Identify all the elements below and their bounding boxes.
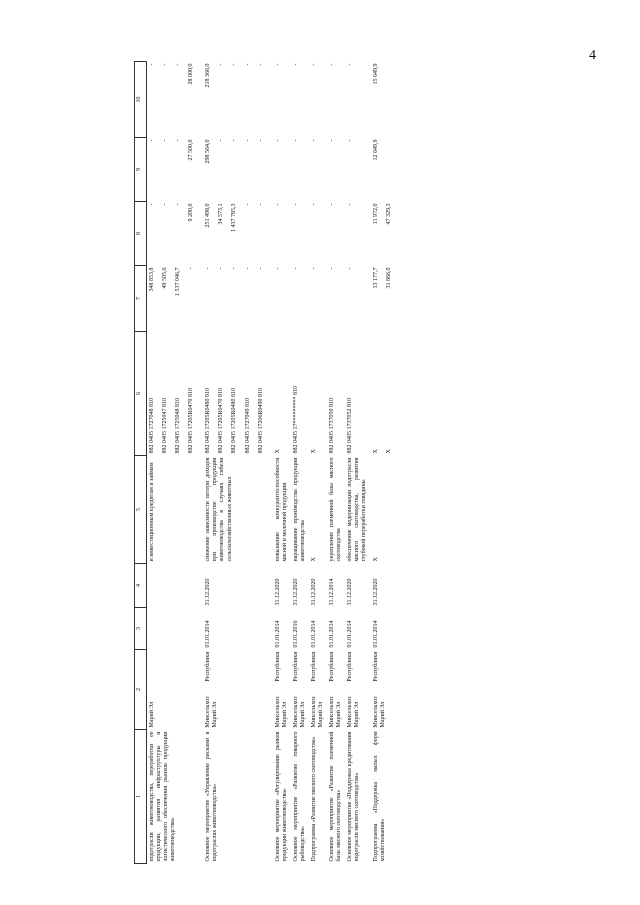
program-table (134, 61, 401, 864)
cell-line: - (175, 63, 182, 66)
cell-line: 13 177,7 (372, 267, 379, 289)
header-cell: 5 (135, 456, 147, 564)
cell-c6 (291, 332, 309, 456)
cell-c7 (309, 266, 327, 332)
cell-c1: Основное мероприятие «Поддержка кредитования подотрасли мясного скотоводства» (347, 731, 361, 862)
cell-line: - (311, 139, 318, 142)
cell-c3: 01.01.2014 (205, 620, 212, 648)
cell-c3 (147, 608, 204, 650)
header-cell: 7 (135, 266, 147, 332)
cell-line: - (347, 267, 354, 270)
cell-c2: Минсельхоз Республики Марий Эл (329, 651, 343, 728)
table-row (327, 62, 345, 864)
cell-line: - (244, 139, 251, 142)
cell-line: - (257, 267, 264, 270)
cell-c4: 31.12.2020 (372, 578, 379, 606)
cell-c7 (291, 266, 309, 332)
cell-c9 (203, 138, 272, 202)
cell-c2: Минсельхоз Республики Марий Эл (311, 651, 325, 728)
cell-c9 (291, 138, 309, 202)
cell-line: - (149, 139, 155, 142)
cell-line: 15 649,9 (372, 63, 379, 85)
cell-line: - (257, 139, 264, 142)
cell-c9 (309, 138, 327, 202)
cell-line: X (372, 449, 379, 454)
cell-c3: 01.01.2014 (347, 620, 354, 648)
cell-c10 (371, 62, 401, 138)
cell-line: 49 505,6 (162, 267, 169, 289)
cell-c10 (147, 62, 204, 138)
cell-line: 882 0405 1725047 810 (162, 398, 169, 454)
cell-c7 (327, 266, 345, 332)
header-row (135, 62, 147, 864)
header-cell: 10 (135, 62, 147, 138)
cell-line: 882 0405 17205R0480 810 (205, 387, 212, 454)
cell-line: 47 329,3 (385, 203, 392, 225)
cell-c5: наращивание производства продукции животноводства (292, 457, 306, 562)
cell-line: 12 649,9 (372, 139, 379, 161)
cell-c5: обеспечение модернизации подотрасли мясного скотоводства, развития глубокой переработки говядины (347, 457, 368, 562)
cell-c8 (147, 202, 204, 266)
table-row (203, 62, 272, 864)
cell-c7 (147, 266, 204, 332)
cell-c5: X (311, 557, 318, 562)
cell-c4: 31.12.2020 (347, 578, 354, 606)
cell-c4: 31.12.2020 (274, 578, 281, 606)
cell-line: - (292, 139, 299, 142)
cell-line: - (231, 267, 238, 270)
cell-c3: 01.01.2014 (372, 620, 379, 648)
cell-c10 (327, 62, 345, 138)
cell-line: - (274, 203, 281, 206)
cell-line: X (311, 449, 318, 454)
cell-line: - (329, 267, 336, 270)
cell-c8 (291, 202, 309, 266)
cell-line: 882 0405 17205R0470 810 (218, 387, 225, 454)
cell-c2: Минсельхоз Республики Марий Эл (372, 651, 386, 728)
cell-c10 (203, 62, 272, 138)
cell-c1: подотрасли животноводства, переработки ее продукции, развития инфраструктуры и логистического обеспечения рынков продукции животноводства» (149, 731, 177, 862)
cell-c2: Минсельхоз Республики Марий Эл (292, 651, 306, 728)
table-row (273, 62, 291, 864)
cell-line: 218 366,0 (205, 63, 212, 88)
header-cell: 4 (135, 564, 147, 608)
table-row (371, 62, 401, 864)
cell-c2: Марий Эл (149, 701, 155, 728)
cell-line: - (311, 63, 318, 66)
cell-c4: 31.12.2014 (329, 578, 336, 606)
cell-c4: 31.12.2020 (205, 578, 212, 606)
cell-c3: 01.01.2014 (311, 620, 318, 648)
cell-line: - (162, 139, 169, 142)
cell-c6 (273, 332, 291, 456)
header-cell: 3 (135, 608, 147, 650)
cell-c1: Подпрограмма «Поддержка малых форм хозяйствования» (372, 731, 386, 862)
cell-line: - (274, 139, 281, 142)
cell-line: - (188, 267, 195, 270)
cell-c6 (345, 332, 370, 456)
cell-line: - (244, 267, 251, 270)
cell-line: - (218, 63, 225, 66)
header-cell: 9 (135, 138, 147, 202)
cell-line: - (218, 267, 225, 270)
cell-c4 (147, 564, 204, 608)
cell-line: 31 866,0 (385, 267, 392, 289)
header-cell: 8 (135, 202, 147, 266)
cell-line: - (274, 63, 281, 66)
cell-c1: Основное мероприятие «Развитие товарного рыбоводства» (292, 731, 306, 862)
cell-line: - (162, 63, 169, 66)
cell-c3: 01.01.2014 (274, 620, 281, 648)
cell-c10 (345, 62, 370, 138)
cell-line: - (149, 63, 155, 66)
cell-line: - (257, 63, 264, 66)
cell-line: - (292, 267, 299, 270)
cell-c4: 31.12.2020 (311, 578, 318, 606)
cell-c8 (345, 202, 370, 266)
cell-c9 (371, 138, 401, 202)
cell-c8 (309, 202, 327, 266)
cell-line: - (218, 139, 225, 142)
cell-c8 (371, 202, 401, 266)
cell-line: - (329, 139, 336, 142)
cell-c7 (345, 266, 370, 332)
cell-c6 (147, 332, 204, 456)
cell-line: - (329, 203, 336, 206)
cell-line: 28 000,0 (188, 63, 195, 85)
cell-line: 251 498,0 (205, 203, 212, 228)
cell-line: 882 0405 17********* 810 (292, 386, 299, 454)
table-row (345, 62, 370, 864)
cell-line: - (347, 203, 354, 206)
cell-line: 882 0405 1737052 810 (347, 398, 354, 454)
cell-c9 (345, 138, 370, 202)
cell-line: - (311, 267, 318, 270)
cell-line: - (257, 203, 264, 206)
header-cell: 1 (135, 730, 147, 864)
cell-line: 1 437 785,3 (231, 203, 238, 232)
table-row (309, 62, 327, 864)
cell-line: - (205, 267, 212, 270)
table-row (147, 62, 204, 864)
cell-line: - (175, 203, 182, 206)
cell-line: - (347, 139, 354, 142)
cell-line: - (175, 139, 182, 142)
cell-c7 (203, 266, 272, 332)
cell-line: - (311, 203, 318, 206)
cell-line: - (231, 63, 238, 66)
cell-c2: Минсельхоз Республики Марий Эл (205, 651, 219, 728)
cell-line: X (274, 449, 281, 454)
cell-line: 882 0405 17205R0480 810 (231, 387, 238, 454)
table-row (291, 62, 309, 864)
cell-line: - (292, 63, 299, 66)
cell-line: 882 0405 1727049 810 (244, 398, 251, 454)
cell-line: 882 0405 17205R0470 810 (188, 387, 195, 454)
cell-c9 (273, 138, 291, 202)
cell-c1: Основное мероприятие «Управление рисками в подотраслях животноводства» (205, 731, 219, 862)
cell-c1: Подпрограмма «Развитие мясного скотоводства» (311, 736, 318, 862)
cell-line: 9 200,0 (188, 203, 195, 222)
cell-c5: укрепление племенной базы мясного скотоводства (329, 457, 343, 562)
cell-line: - (244, 63, 251, 66)
cell-c5: снижение зависимости потери доходов при производстве продукции животноводства в случаях гибели сельскохозяйственных животных (205, 457, 233, 562)
header-cell: 6 (135, 332, 147, 456)
cell-line: X (385, 449, 392, 454)
cell-line: 34 573,1 (218, 203, 225, 225)
cell-c5: X (372, 557, 379, 562)
cell-line: 348 853,8 (149, 267, 155, 292)
cell-line: 11 972,0 (372, 203, 379, 225)
cell-c8 (327, 202, 345, 266)
cell-c2: Минсельхоз Республики Марий Эл (347, 651, 361, 728)
cell-c6 (203, 332, 272, 456)
cell-line: - (274, 267, 281, 270)
cell-c6 (371, 332, 401, 456)
cell-c9 (147, 138, 204, 202)
page-number: 4 (589, 48, 596, 63)
cell-c10 (273, 62, 291, 138)
cell-c5: повышение конкурентоспособности мясной и молочной продукции (274, 457, 288, 562)
cell-line: - (347, 63, 354, 66)
cell-c10 (291, 62, 309, 138)
cell-line: 882 0405 1727048 810 (149, 398, 155, 454)
rotated-table-area (134, 62, 616, 864)
cell-c5: и инвестиционным кредитам и займам (149, 462, 155, 562)
cell-c3: 01.01.2016 (292, 620, 299, 648)
cell-c2: Минсельхоз Республики Марий Эл (274, 651, 288, 728)
cell-c10 (309, 62, 327, 138)
cell-line: 882 0405 1725048 810 (175, 398, 182, 454)
cell-line: - (329, 63, 336, 66)
header-cell: 2 (135, 650, 147, 730)
cell-c6 (309, 332, 327, 456)
cell-line: - (149, 203, 155, 206)
cell-c8 (203, 202, 272, 266)
cell-line: - (162, 203, 169, 206)
cell-c7 (273, 266, 291, 332)
cell-line: 882 0405 17206R0490 810 (257, 387, 264, 454)
cell-c6 (327, 332, 345, 456)
cell-c4: 31.12.2020 (292, 578, 299, 606)
cell-line: - (231, 139, 238, 142)
cell-c1: Основное мероприятие «Регулирование рынков продукции животноводства» (274, 731, 288, 862)
cell-c3: 01.01.2014 (329, 620, 336, 648)
cell-line: 1 537 046,7 (175, 267, 182, 296)
cell-c8 (273, 202, 291, 266)
cell-line: - (292, 203, 299, 206)
cell-line: 27 500,0 (188, 139, 195, 161)
cell-line: 298 564,0 (205, 139, 212, 164)
cell-c7 (371, 266, 401, 332)
cell-c1: Основное мероприятие «Развитие племенной базы мясного скотоводства» (329, 731, 343, 862)
cell-line: 882 0405 1737050 810 (329, 398, 336, 454)
cell-c9 (327, 138, 345, 202)
cell-line: - (244, 203, 251, 206)
